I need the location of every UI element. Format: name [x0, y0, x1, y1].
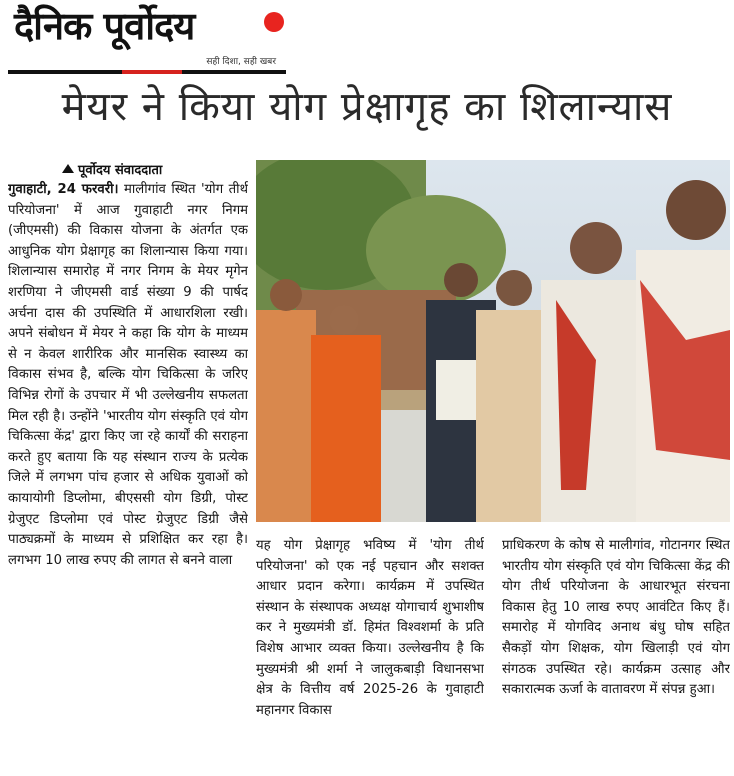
- newspaper-title: दैनिक पूर्वोदय: [14, 3, 195, 48]
- newspaper-masthead: [8, 4, 288, 74]
- article-column-1: [8, 180, 248, 772]
- ceremony-photo: [256, 160, 730, 522]
- column-3-text: प्राधिकरण के कोष से मालीगांव, गोटानगर स्थित भारतीय योग संस्कृति एवं योग चिकित्सा केंद्र की योग तीर्थ परियोजना के आधारभूत संरचना विकास हेतु 10 लाख रुपए आवंटित किए हैं। समारोह में योगविद अनाथ बंधु घोष सहित सैकड़ों योग शिक्षक, योग खिलाड़ी एवं योग संगठक उपस्थित रहे। कार्यक्रम उत्साह और सकारात्मक ऊर्जा के वातावरण में संपन्न हुआ।: [502, 538, 730, 698]
- newspaper-tagline: सही दिशा, सही खबर: [206, 57, 276, 67]
- article-headline: मेयर ने किया योग प्रेक्षागृह का शिलान्यास: [61, 84, 673, 130]
- article-column-2: [256, 536, 484, 772]
- column-1-text: मालीगांव स्थित 'योग तीर्थ परियोजना' में आज गुवाहाटी नगर निगम (जीएमसी) की विकास योजना के अंतर्गत एक आधुनिक योग प्रेक्षागृह का शिलान्यास किया गया। शिलान्यास समारोह में नगर निगम के मेयर मृगेन शरणिया ने जीएमसी वार्ड संख्या 9 की पार्षद अर्चना दास की उपस्थिति में आधारशिला रखी। अपने संबोधन में मेयर ने कहा कि योग के माध्यम से न केवल शारीरिक और मानसिक स्वास्थ्य का विकास संभव है, बल्कि योग चिकित्सा के जरिए विभिन्न रोगों के उपचार में भी उल्लेखनीय सफलता मिल रही है। उन्होंने 'भारतीय योग संस्कृति एवं योग चिकित्सा केंद्र' द्वारा किए जा रहे कार्यों की सराहना करते हुए बताया कि यह संस्थान राज्य के प्रत्येक जिले में लगभग पांच हजार से अधिक युवाओं को कायायोगी डिप्लोमा, बीएससी योग डिग्री, पोस्ट ग्रेजुएट डिप्लोमा एवं पोस्ट ग्रेजुएट डिग्री जैसे पाठ्यक्रमों के माध्यम से प्रशिक्षित कर रहा है। लगभग 10 लाख रुपए की लागत से बनने वाला: [8, 182, 248, 568]
- dateline: गुवाहाटी, 24 फरवरी।: [8, 182, 119, 197]
- masthead-rule-accent: [122, 70, 182, 74]
- article-column-3: [502, 536, 730, 772]
- triangle-icon: [62, 164, 74, 173]
- column-2-text: यह योग प्रेक्षागृह भविष्य में 'योग तीर्थ परियोजना' को एक नई पहचान और सशक्त आधार प्रदान करेगा। कार्यक्रम में उपस्थित संस्थान के संस्थापक अध्यक्ष योगाचार्य शुभाशीष कर ने मुख्यमंत्री डॉ. हिमंत विश्वशर्मा के प्रति विशेष आभार व्यक्त किया। उल्लेखनीय है कि मुख्यमंत्री श्री शर्मा ने जालुकबाड़ी विधानसभा क्षेत्र के वित्तीय वर्ष 2025-26 के गुवाहाटी महानगर विकास: [256, 538, 484, 718]
- brand-dot-logo: [264, 12, 284, 32]
- byline-text: पूर्वोदय संवाददाता: [78, 163, 163, 178]
- article-photo: [256, 160, 730, 522]
- byline: [62, 160, 162, 178]
